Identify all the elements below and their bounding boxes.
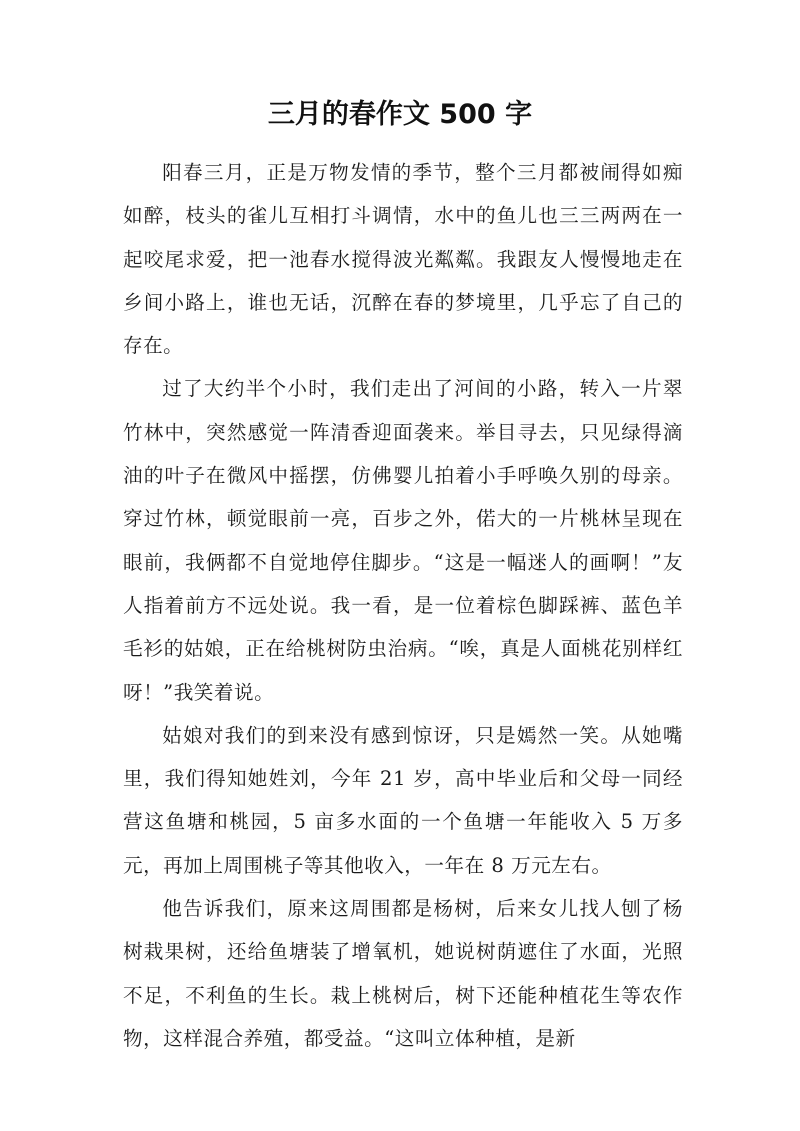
paragraph-3: 姑娘对我们的到来没有感到惊讶，只是嫣然一笑。从她嘴里，我们得知她姓刘，今年 21 岁，高中毕业后和父母一同经营这鱼塘和桃园，5 亩多水面的一个鱼塘一年能收入 5 万多元，再加上周围桃子等其他收入，一年在 8 万元左右。	[123, 723, 683, 877]
document-body	[123, 151, 683, 1060]
paragraph-2: 过了大约半个小时，我们走出了河间的小路，转入一片翠竹林中，突然感觉一阵清香迎面袭来。举目寻去，只见绿得滴油的叶子在微风中摇摆，仿佛婴儿拍着小手呼唤久别的母亲。穿过竹林，顿觉眼前一亮，百步之外，偌大的一片桃林呈现在眼前，我俩都不自觉地停住脚步。“这是一幅迷人的画啊！”友人指着前方不远处说。我一看，是一位着棕色脚踩裤、蓝色羊毛衫的姑娘，正在给桃树防虫治病。“唉，真是人面桃花别样红呀！”我笑着说。	[123, 377, 683, 704]
paragraph-1: 阳春三月，正是万物发情的季节，整个三月都被闹得如痴如醉，枝头的雀儿互相打斗调情，水中的鱼儿也三三两两在一起咬尾求爱，把一池春水搅得波光粼粼。我跟友人慢慢地走在乡间小路上，谁也无话，沉醉在春的梦境里，几乎忘了自己的存在。	[123, 161, 683, 358]
document-title: 三月的春作文 500 字	[267, 99, 533, 130]
paragraph-4: 他告诉我们，原来这周围都是杨树，后来女儿找人刨了杨树栽果树，还给鱼塘装了增氧机，她说树荫遮住了水面，光照不足，不利鱼的生长。栽上桃树后，树下还能种植花生等农作物，这样混合养殖，都受益。“这叫立体种植，是新	[123, 897, 683, 1050]
